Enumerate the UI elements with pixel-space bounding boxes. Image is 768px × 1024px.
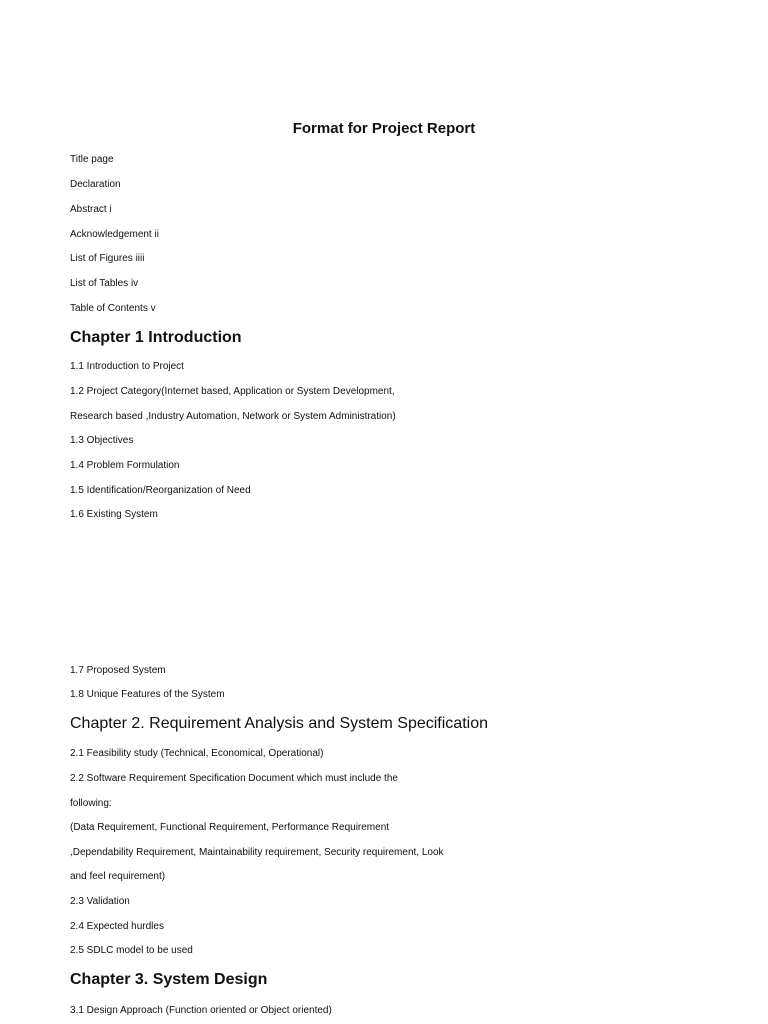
front-matter-item: Abstract i xyxy=(70,204,112,215)
chapter-1-item: 1.6 Existing System xyxy=(70,509,158,520)
front-matter-item: Table of Contents v xyxy=(70,303,156,314)
front-matter-item: List of Tables iv xyxy=(70,278,139,289)
chapter-2-item: 2.5 SDLC model to be used xyxy=(70,945,193,956)
chapter-1-item: 1.3 Objectives xyxy=(70,435,134,446)
chapter-2-item: and feel requirement) xyxy=(70,871,166,882)
chapter-1-item: 1.1 Introduction to Project xyxy=(70,361,184,372)
chapter-2-item: 2.2 Software Requirement Specification Document which must include the xyxy=(70,773,398,784)
chapter-1-item: 1.7 Proposed System xyxy=(70,665,166,676)
chapter-2-item: 2.4 Expected hurdles xyxy=(70,921,164,932)
chapter-1-item: 1.4 Problem Formulation xyxy=(70,460,180,471)
front-matter-item: Acknowledgement ii xyxy=(70,229,159,240)
chapter-2-item: following: xyxy=(70,798,112,809)
front-matter-item: Declaration xyxy=(70,179,121,190)
chapter-1-heading: Chapter 1 Introduction xyxy=(70,329,242,346)
chapter-2-item: 2.1 Feasibility study (Technical, Economical, Operational) xyxy=(70,748,324,759)
front-matter-item: Title page xyxy=(70,154,114,165)
chapter-3-item: 3.1 Design Approach (Function oriented or Object oriented) xyxy=(70,1005,332,1016)
chapter-2-item: ,Dependability Requirement, Maintainability requirement, Security requirement, Look xyxy=(70,847,444,858)
chapter-1-item: 1.2 Project Category(Internet based, Application or System Development, xyxy=(70,386,395,397)
chapter-1-item: 1.5 Identification/Reorganization of Need xyxy=(70,485,251,496)
chapter-1-item: 1.8 Unique Features of the System xyxy=(70,689,225,700)
chapter-1-item: Research based ,Industry Automation, Network or System Administration) xyxy=(70,411,396,422)
chapter-2-item: (Data Requirement, Functional Requirement, Performance Requirement xyxy=(70,822,390,833)
chapter-2-item: 2.3 Validation xyxy=(70,896,130,907)
chapter-2-heading: Chapter 2. Requirement Analysis and System Specification xyxy=(70,715,488,732)
document-title: Format for Project Report xyxy=(292,120,476,137)
front-matter-item: List of Figures iiii xyxy=(70,253,145,264)
chapter-3-heading: Chapter 3. System Design xyxy=(70,971,268,988)
